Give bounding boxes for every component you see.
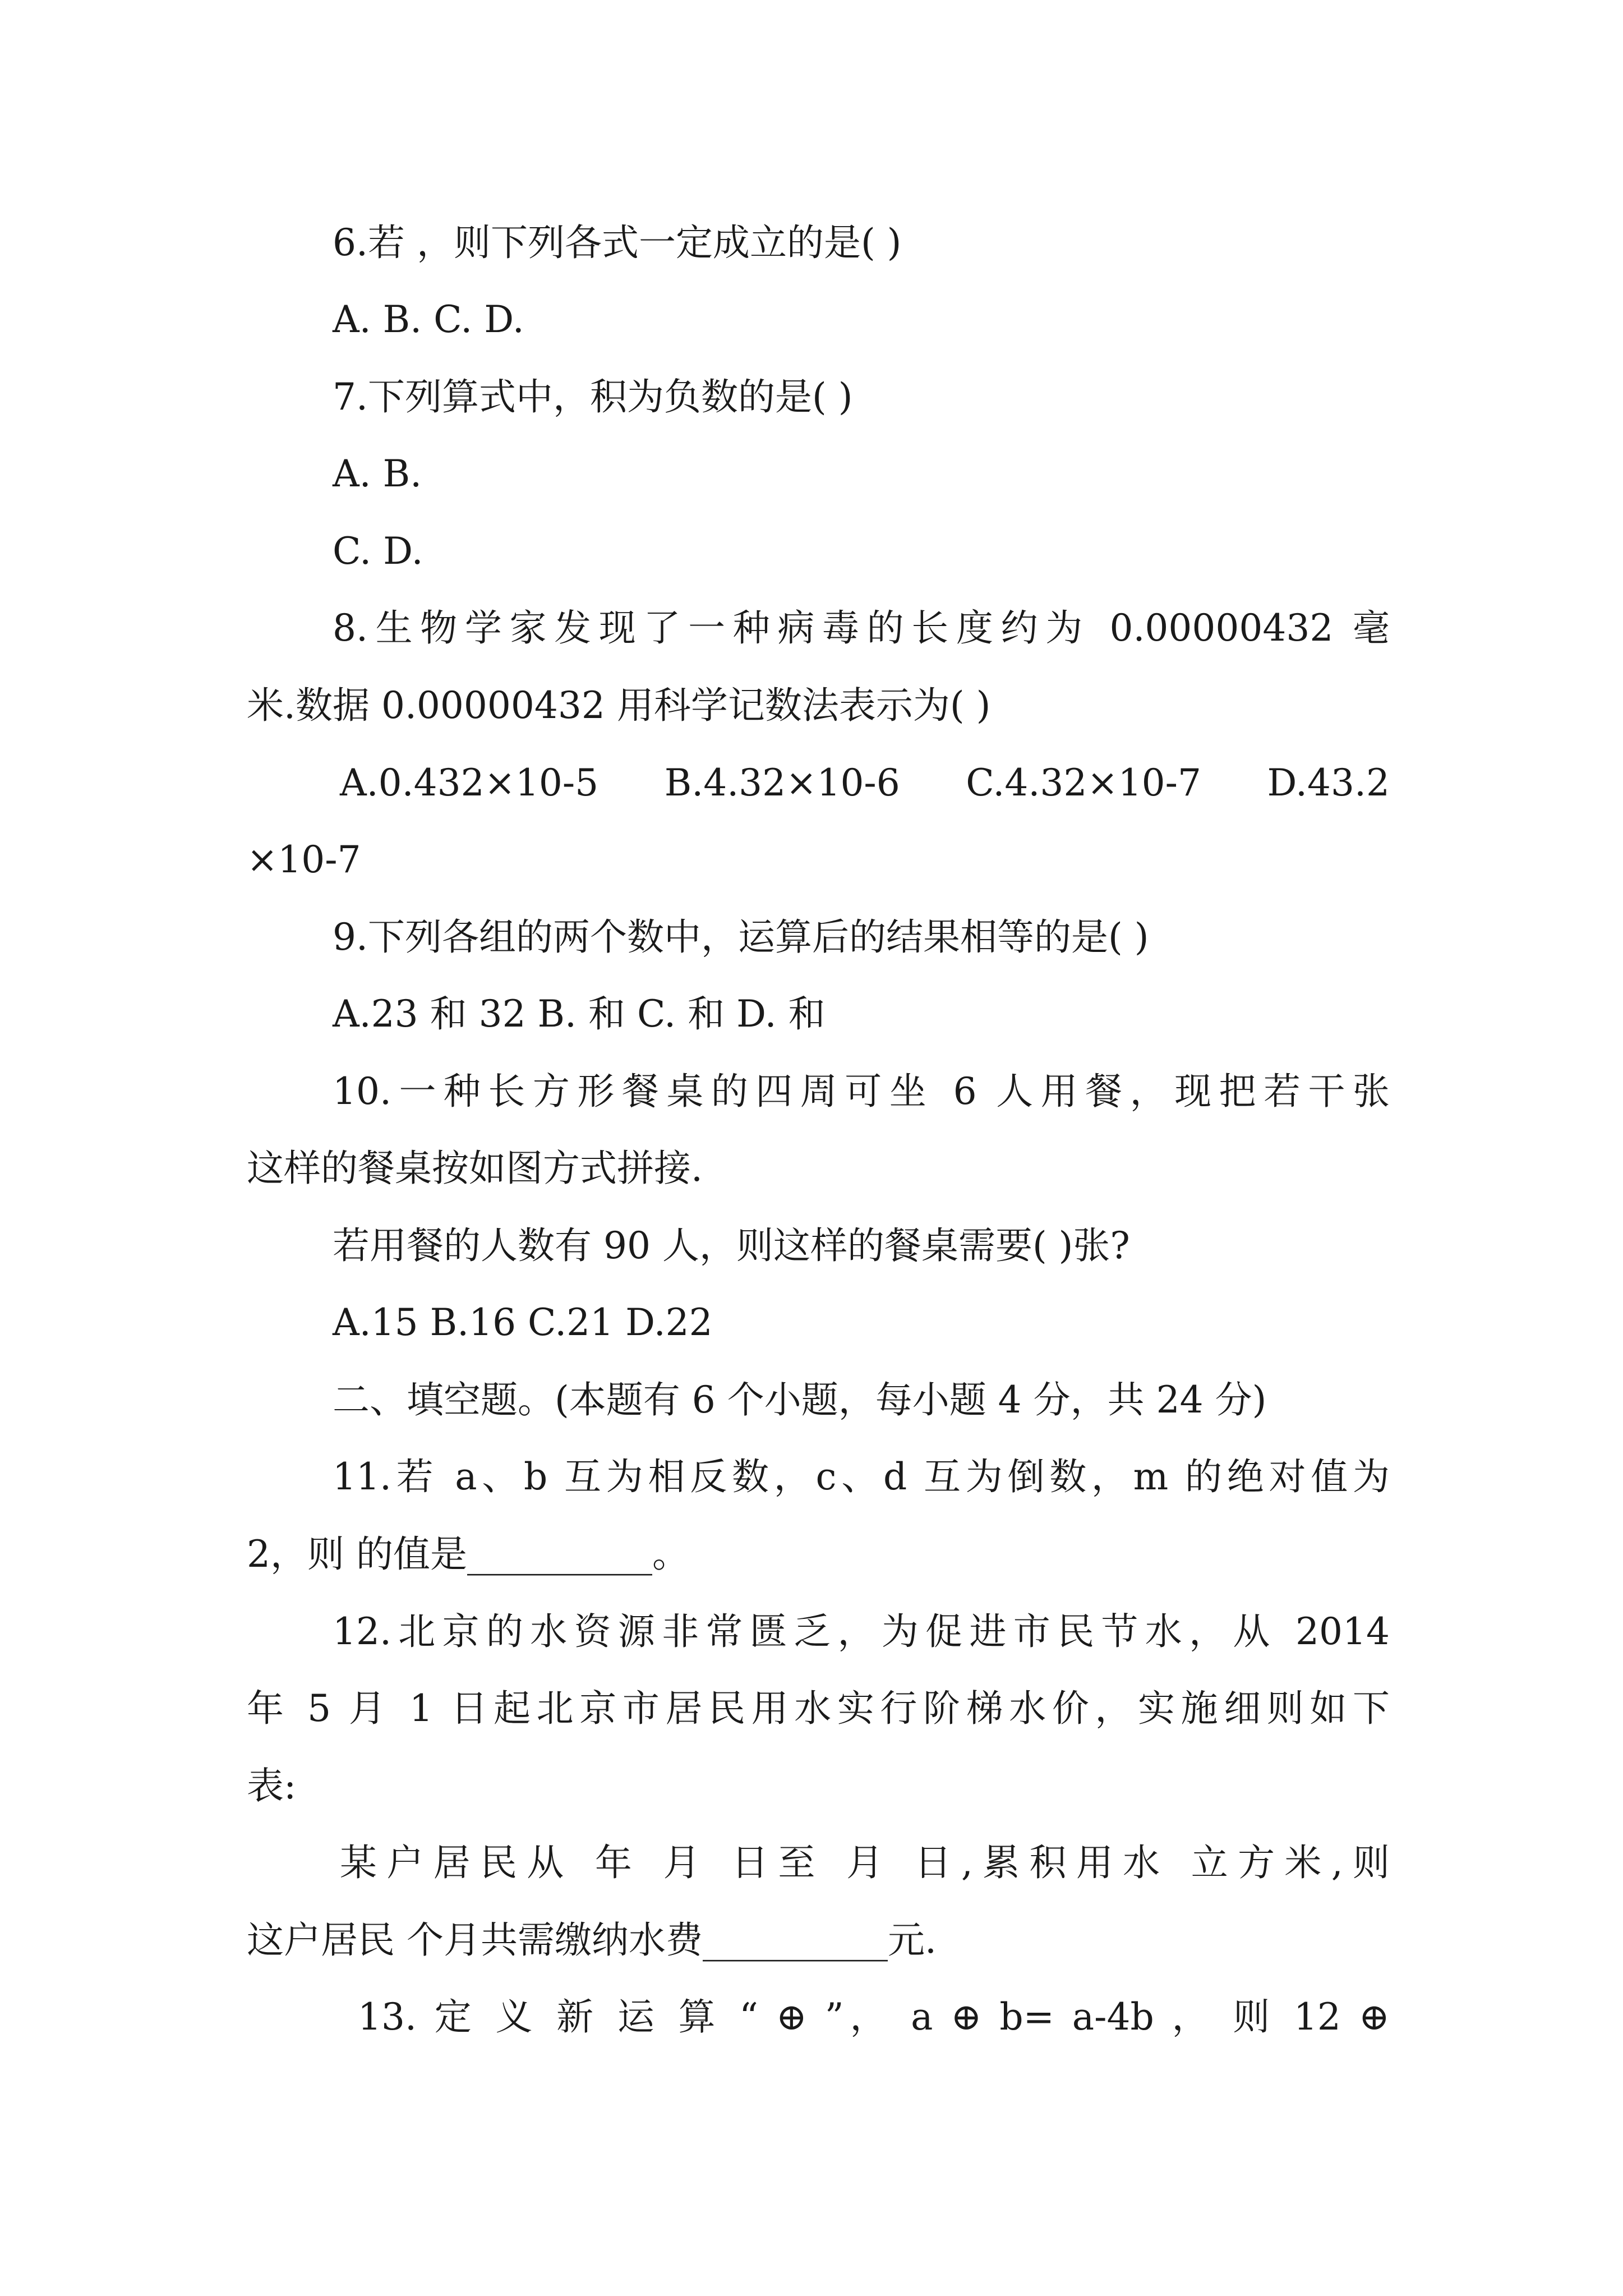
q12-stem-line2: 年 5 月 1 日起北京市居民用水实行阶梯水价，实施细则如下 bbox=[247, 1687, 1390, 1730]
q6-stem: 6.若 ，则下列各式一定成立的是( ) bbox=[333, 221, 902, 264]
q11-stem-line1: 11.若 a、b 互为相反数，c、d 互为倒数，m 的绝对值为 bbox=[333, 1455, 1390, 1498]
q12-stem-line3: 表: bbox=[247, 1764, 297, 1807]
q11-stem-line2: 2，则 的值是__________。 bbox=[247, 1533, 689, 1576]
q10-question: 若用餐的人数有 90 人，则这样的餐桌需要( )张? bbox=[333, 1224, 1130, 1267]
q10-stem-line2: 这样的餐桌按如图方式拼接. bbox=[247, 1147, 703, 1190]
q8-options-line1: A.0.432×10-5 B.4.32×10-6 C.4.32×10-7 D.43.2 bbox=[340, 761, 1390, 804]
q8-stem-line2: 米.数据 0.00000432 用科学记数法表示为( ) bbox=[247, 684, 991, 727]
q12-question-line2: 这户居民 个月共需缴纳水费__________元. bbox=[247, 1918, 937, 1962]
q6-options: A. B. C. D. bbox=[333, 298, 524, 341]
q9-stem: 9.下列各组的两个数中，运算后的结果相等的是( ) bbox=[333, 915, 1149, 959]
q9-options: A.23 和 32 B. 和 C. 和 D. 和 bbox=[333, 992, 826, 1036]
q7-options-row2: C. D. bbox=[333, 530, 423, 573]
q12-question-line1: 某户居民从 年 月 日至 月 日,累积用水 立方米,则 bbox=[340, 1841, 1390, 1884]
q10-options: A.15 B.16 C.21 D.22 bbox=[333, 1301, 713, 1344]
q8-options-line2: ×10-7 bbox=[247, 838, 361, 881]
q10-stem-line1: 10.一种长方形餐桌的四周可坐 6 人用餐，现把若干张 bbox=[333, 1070, 1390, 1113]
q8-stem-line1: 8.生物学家发现了一种病毒的长度约为 0.00000432 毫 bbox=[333, 606, 1390, 650]
q13-stem-line1: 13. 定 义 新 运 算 “ ⊕ ”， a ⊕ b= a-4b ， 则 12 ⊕ bbox=[358, 1995, 1390, 2039]
q7-options-row1: A. B. bbox=[333, 452, 422, 495]
q12-stem-line1: 12.北京的水资源非常匮乏，为促进市民节水，从 2014 bbox=[333, 1610, 1390, 1653]
q7-stem: 7.下列算式中，积为负数的是( ) bbox=[333, 375, 853, 418]
section-two-heading: 二、填空题。(本题有 6 个小题，每小题 4 分，共 24 分) bbox=[333, 1378, 1267, 1421]
